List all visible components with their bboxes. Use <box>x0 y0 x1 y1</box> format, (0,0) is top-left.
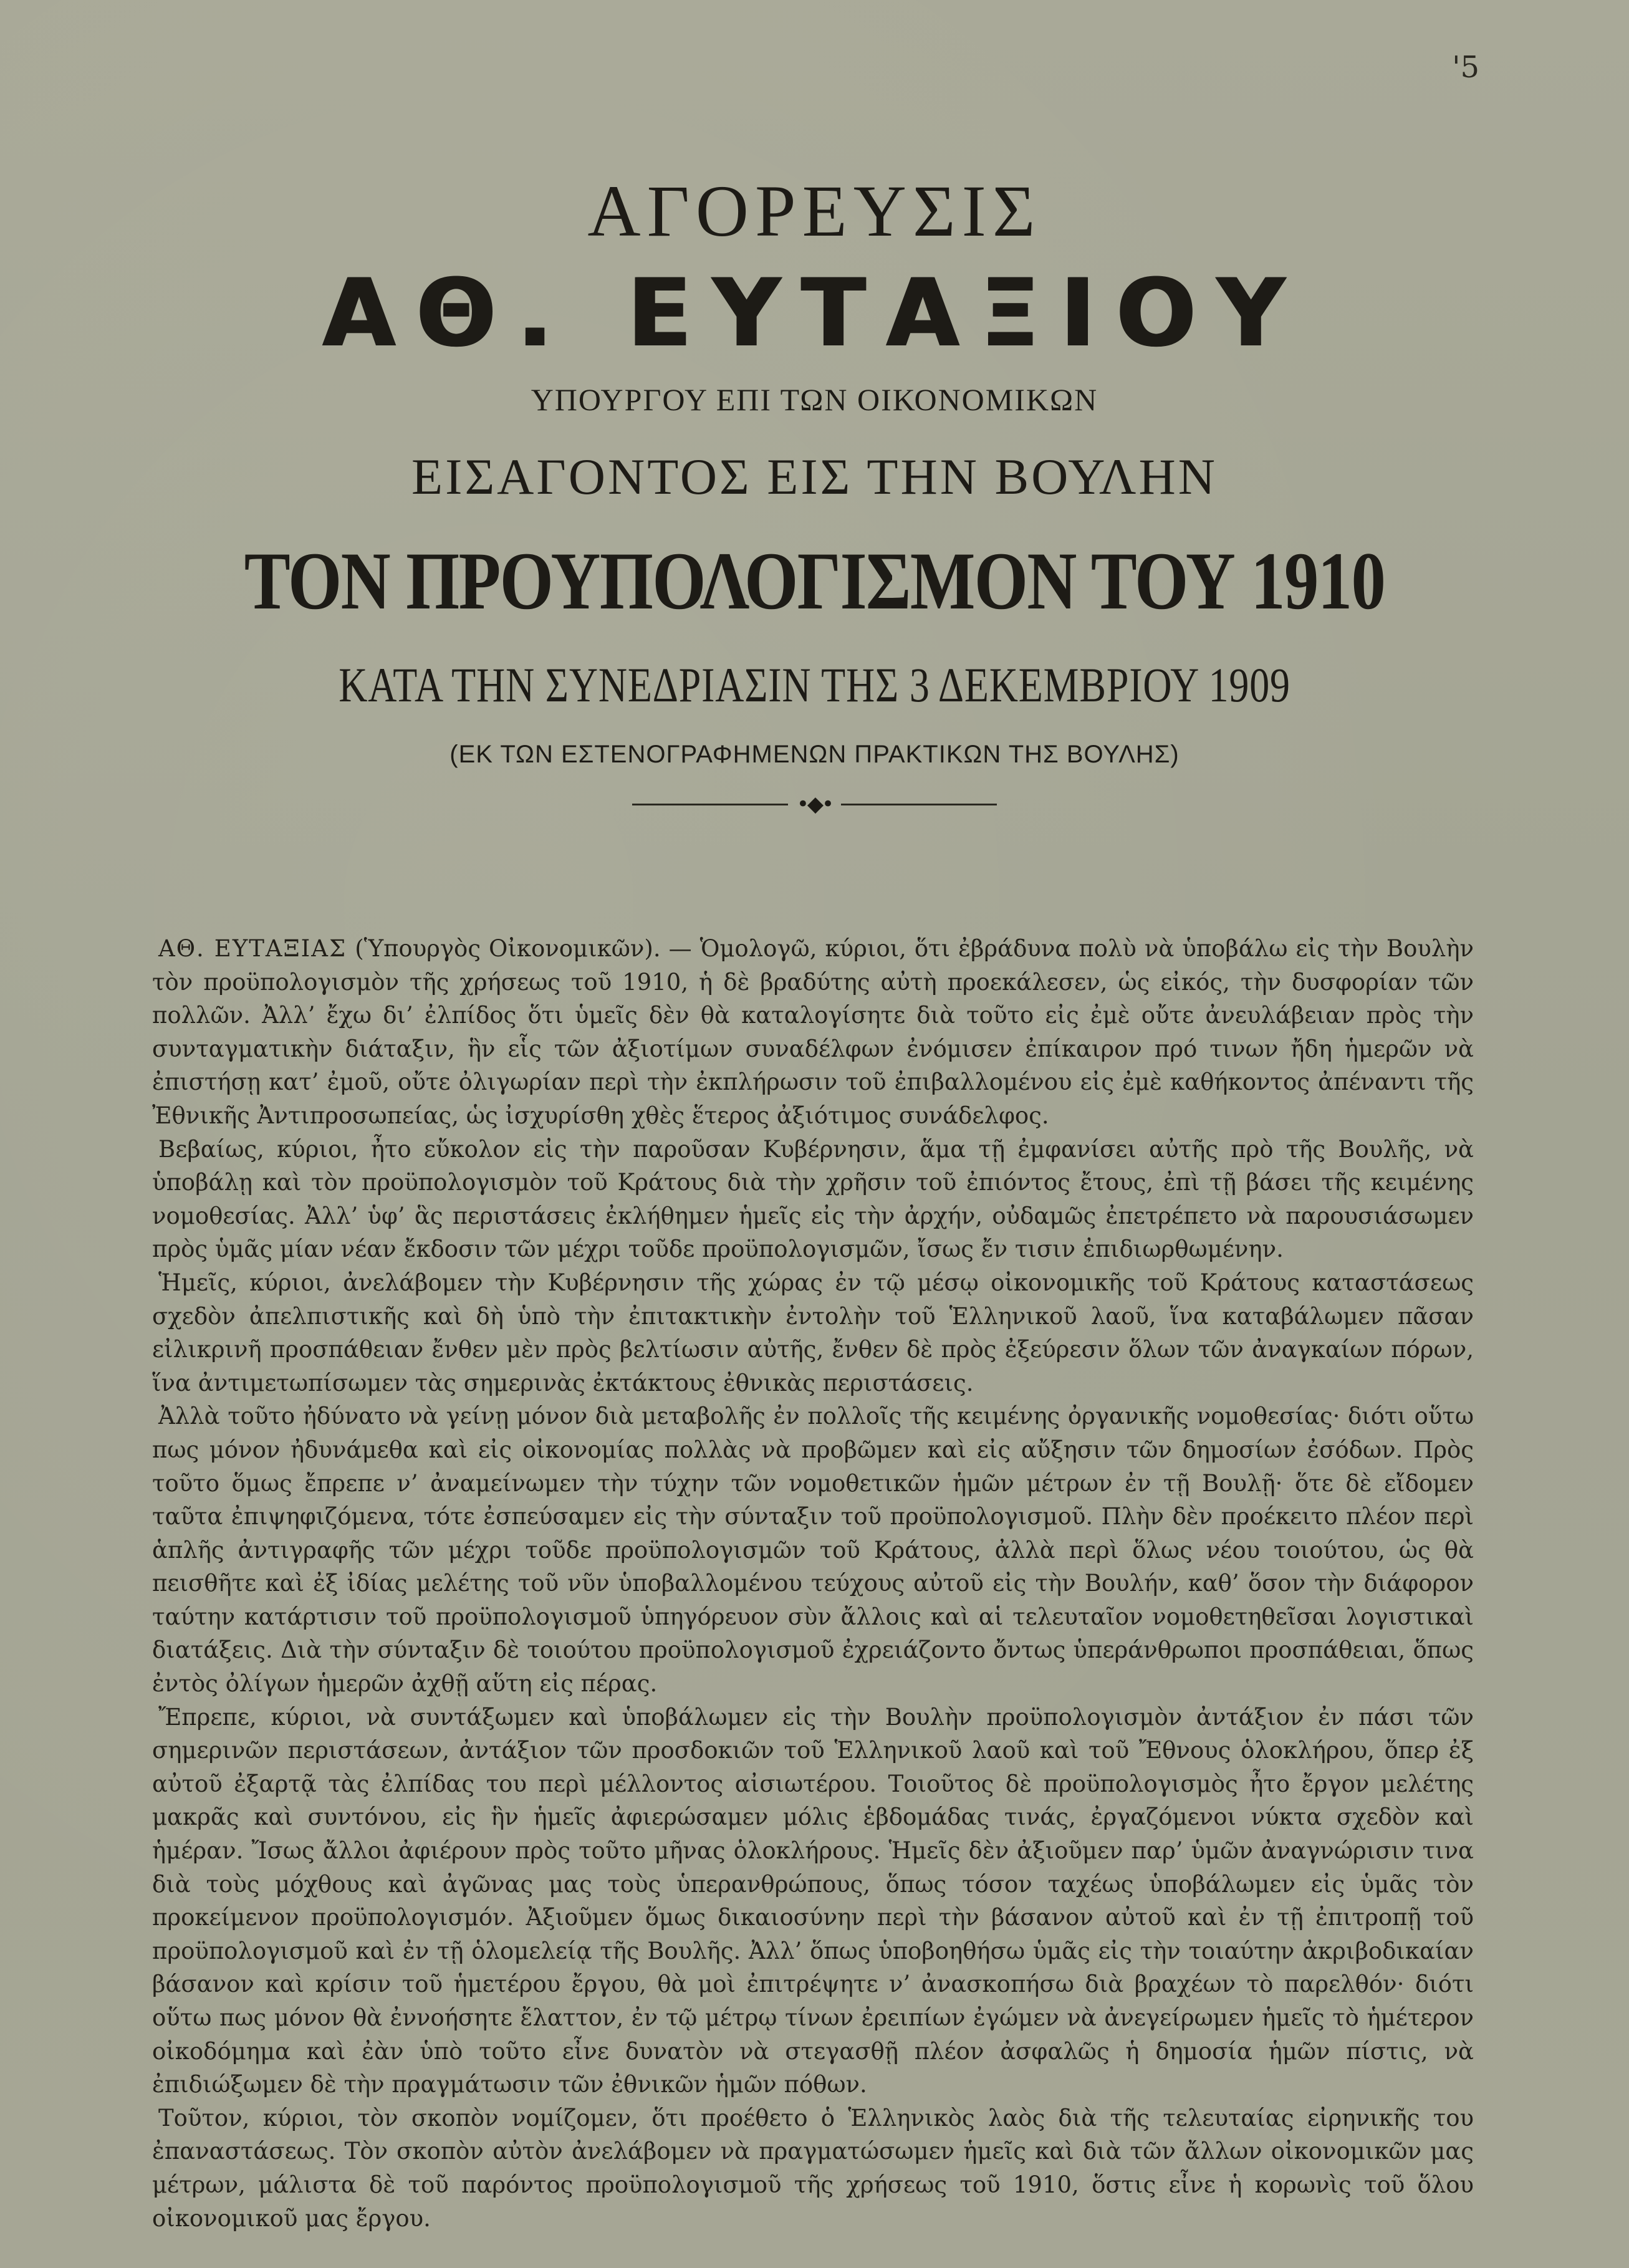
paragraph-6: Τοῦτον, κύριοι, τὸν σκοπὸν νομίζομεν, ὅτι προέθετο ὁ Ἑλληνικὸς λαὸς διὰ τῆς τελευταίας εἰρηνικῆς του ἐπαναστάσεως. Τὸν σκοπὸν αὐτὸν ἀνελάβομεν νὰ πραγματώσωμεν ἡμεῖς καὶ διὰ τῶν ἄλλων οἰκονομικῶν μας μέτρων, μάλιστα δὲ τοῦ παρόντος προϋπολογισμοῦ τῆς χρήσεως τοῦ 1910, ὅστις εἶνε ἡ κορωνὶς τοῦ ὅλου οἰκονομικοῦ μας ἔργου. <box>152 2104 1474 2232</box>
speech-body <box>152 932 1474 2235</box>
ornament-rule-right <box>841 804 997 805</box>
title-line-speech: ΑΓΟΡΕΥΣΙΣ <box>587 170 1042 252</box>
speaker-name: ΑΘ. ΕΥΤΑΞΙΑΣ <box>158 935 347 962</box>
title-line-introducing: ΕΙΣΑΓΟΝΤΟΣ ΕΙΣ ΤΗΝ ΒΟΥΛΗΝ <box>411 448 1218 505</box>
paragraph-4: Ἀλλὰ τοῦτο ἠδύνατο νὰ γείνῃ μόνον διὰ μεταβολῆς ἐν πολλοῖς τῆς κειμένης ὀργανικῆς νομοθεσίας· διότι οὕτω πως μόνον ἠδυνάμεθα καὶ εἰς οἰκονομίας πολλὰς νὰ προβῶμεν καὶ εἰς αὔξησιν τῶν δημοσίων ἐσόδων. Πρὸς τοῦτο ὅμως ἔπρεπε ν’ ἀναμείνωμεν τὴν τύχην τῶν νομοθετικῶν ἡμῶν μέτρων ἐν τῇ Βουλῇ· ὅτε δὲ εἴδομεν ταῦτα ἐπιψηφιζόμενα, τότε ἐσπεύσαμεν εἰς τὴν σύνταξιν τοῦ προϋπολογισμοῦ. Πλὴν δὲν προέκειτο πλέον περὶ ἁπλῆς ἀντιγραφῆς τῶν μέχρι τοῦδε προϋπολογισμῶν τοῦ Κράτους, ἀλλὰ περὶ ὅλως νέου τοιούτου, ὡς θὰ πεισθῆτε καὶ ἐξ ἰδίας μελέτης τοῦ νῦν ὑποβαλλομένου τεύχους αὐτοῦ εἰς τὴν Βουλήν, καθ’ ὅσον τὴν διάφορον ταύτην κατάρτισιν τοῦ προϋπολογισμοῦ ὑπηγόρευον σὺν ἄλλοις καὶ αἱ τελευταῖον νομοθετηθεῖσαι λογιστικαὶ διατάξεις. Διὰ τὴν σύνταξιν δὲ τοιούτου προϋπολογισμοῦ ἐχρειάζοντο ὄντως ὑπεράνθρωποι προσπάθειαι, ὅπως ἐντὸς ὀλίγων ἡμερῶν ἀχθῇ αὕτη εἰς πέρας. <box>152 1403 1474 1698</box>
paragraph-3: Ἡμεῖς, κύριοι, ἀνελάβομεν τὴν Κυβέρνησιν τῆς χώρας ἐν τῷ μέσῳ οἰκονομικῆς τοῦ Κράτους καταστάσεως σχεδὸν ἀπελπιστικῆς καὶ δὴ ὑπὸ τὴν ἐπιτακτικὴν ἐντολὴν τοῦ Ἑλληνικοῦ λαοῦ, ἵνα καταβάλωμεν πᾶσαν εἰλικρινῆ προσπάθειαν ἔνθεν μὲν πρὸς βελτίωσιν αὐτῆς, ἔνθεν δὲ πρὸς ἐξεύρεσιν ὅλων τῶν ἀναγκαίων πόρων, ἵνα ἀντιμετωπίσωμεν τὰς σημερινὰς ἐκτάκτους ἐθνικὰς περιστάσεις. <box>152 1269 1474 1396</box>
paragraph-1 <box>152 932 1474 1133</box>
paragraph-5: Ἔπρεπε, κύριοι, νὰ συντάξωμεν καὶ ὑποβάλωμεν εἰς τὴν Βουλὴν προϋπολογισμὸν ἀντάξιον ἐν πάσι τῶν σημερινῶν περιστάσεων, ἀντάξιον τῶν προσδοκιῶν τοῦ Ἑλληνικοῦ λαοῦ καὶ τοῦ Ἔθνους ὁλοκλήρου, ὅπερ ἐξ αὐτοῦ ἐξαρτᾷ τὰς ἐλπίδας του περὶ μέλλοντος αἰσιωτέρου. Τοιοῦτος δὲ προϋπολογισμὸς ἦτο ἔργον μελέτης μακρᾶς καὶ συντόνου, εἰς ἣν ἡμεῖς ἀφιερώσαμεν μόλις ἑβδομάδας τινάς, ἐργαζόμενοι νύκτα σχεδὸν καὶ ἡμέραν. Ἴσως ἄλλοι ἀφιέρουν πρὸς τοῦτο μῆνας ὁλοκλήρους. Ἡμεῖς δὲν ἀξιοῦμεν παρ’ ὑμῶν ἀναγνώρισιν τινα διὰ τοὺς μόχθους καὶ ἀγῶνας μας τοὺς ὑπερανθρώπους, ὅπως τόσον ταχέως ὑποβάλωμεν εἰς ὑμᾶς τὸν προκείμενον προϋπολογισμόν. Ἀξιοῦμεν ὅμως δικαιοσύνην περὶ τὴν βάσανον αὐτοῦ καὶ ἐν τῇ ἐπιτροπῇ τοῦ προϋπολογισμοῦ καὶ ἐν τῇ ὁλομελείᾳ τῆς Βουλῆς. Ἀλλ’ ὅπως ὑποβοηθήσω ὑμᾶς εἰς τὴν τοιαύτην ἀκριβοδικαίαν βάσανον καὶ κρίσιν τοῦ ἡμετέρου ἔργου, θὰ μοὶ ἐπιτρέψητε ν’ ἀνασκοπήσω διὰ βραχέων τὸ παρελθόν· διότι οὕτω πως μόνον θὰ ἐννοήσητε ἔλαττον, ἐν τῷ μέτρῳ τίνων ἐρειπίων ἐγώμεν νὰ ἀνεγείρωμεν ἡμεῖς τὸ ἡμέτερον οἰκοδόμημα καὶ ἐὰν ὑπὸ τοῦτο εἶνε δυνατὸν νὰ στεγασθῇ πλέον ἀσφαλῶς ἡ δημοσία ἡμῶν πίστις, νὰ ἐπιδιώξωμεν δὲ τὴν πραγμάτωσιν τῶν ἐθνικῶν ἡμῶν πόθων. <box>152 1703 1474 2098</box>
paragraph-2: Βεβαίως, κύριοι, ἦτο εὔκολον εἰς τὴν παροῦσαν Κυβέρνησιν, ἅμα τῇ ἐμφανίσει αὐτῆς πρὸ τῆς Βουλῆς, νὰ ὑποβάλῃ καὶ τὸν προϋπολογισμὸν τοῦ Κράτους διὰ τὴν χρῆσιν τοῦ ἐπιόντος ἔτους, ἐπὶ τῇ βάσει τῆς κειμένης νομοθεσίας. Ἀλλ’ ὑφ’ ἃς περιστάσεις ἐκλήθημεν ἡμεῖς εἰς τὴν ἀρχήν, οὐδαμῶς ἐπετρέπετο νὰ παρουσιάσωμεν πρὸς ὑμᾶς μίαν νέαν ἔκδοσιν τῶν μέχρι τοῦδε προϋπολογισμῶν, ἴσως ἔν τισιν ἐπιδιωρθωμένην. <box>152 1135 1474 1263</box>
title-line-office: ΥΠΟΥΡΓΟΥ ΕΠΙ ΤΩΝ ΟΙΚΟΝΟΜΙΚΩΝ <box>531 382 1098 417</box>
page-number: '5 <box>1452 50 1479 85</box>
ornament-center: •◆• <box>796 792 833 817</box>
title-line-budget: ΤΟΝ ΠΡΟΥΠΟΛΟΓΙΣΜΟΝ ΤΟΥ 1910 <box>244 535 1385 627</box>
title-block <box>0 156 1629 817</box>
ornament-divider <box>0 792 1629 817</box>
ornament-rule-left <box>632 804 788 805</box>
paragraph-1-text: (Ὑπουργὸς Οἰκονομικῶν). — Ὁμολογῶ, κύριοι, ὅτι ἐβράδυνα πολὺ νὰ ὑποβάλω εἰς τὴν Βουλὴν τὸν προϋπολογισμὸν τῆς χρήσεως τοῦ 1910, ἡ δὲ βραδύτης αὐτὴ προεκάλεσεν, ὡς εἰκός, τὴν δυσφορίαν τῶν πολλῶν. Ἀλλ’ ἔχω δι’ ἐλπίδος ὅτι ὑμεῖς δὲν θὰ καταλογίσητε διὰ τοῦτο εἰς ἐμὲ οὔτε ἀνευλάβειαν πρὸς τὴν συνταγματικὴν διάταξιν, ἣν εἷς τῶν ἀξιοτίμων συναδέλφων ἐνόμισεν ἐπίκαιρον πρό τινων ἤδη ἡμερῶν νὰ ἐπιστήσῃ κατ’ ἐμοῦ, οὔτε ὀλιγωρίαν περὶ τὴν ἐκπλήρωσιν τοῦ ἐπιβαλλομένου εἰς ἐμὲ καθήκοντος ἀπέναντι τῆς Ἐθνικῆς Ἀντιπροσωπείας, ὡς ἰσχυρίσθη χθὲς ἕτερος ἀξιότιμος συνάδελφος. <box>152 935 1474 1129</box>
title-line-speaker: ΑΘ. ΕΥΤΑΞΙΟΥ <box>322 259 1307 368</box>
title-line-session-date: ΚΑΤΑ ΤΗΝ ΣΥΝΕΔΡΙΑΣΙΝ ΤΗΣ 3 ΔΕΚΕΜΒΡΙΟΥ 1909 <box>339 658 1290 712</box>
title-line-source: (ΕΚ ΤΩΝ ΕΣΤΕΝΟΓΡΑΦΗΜΕΝΩΝ ΠΡΑΚΤΙΚΩΝ ΤΗΣ ΒΟΥΛΗΣ) <box>449 741 1180 768</box>
